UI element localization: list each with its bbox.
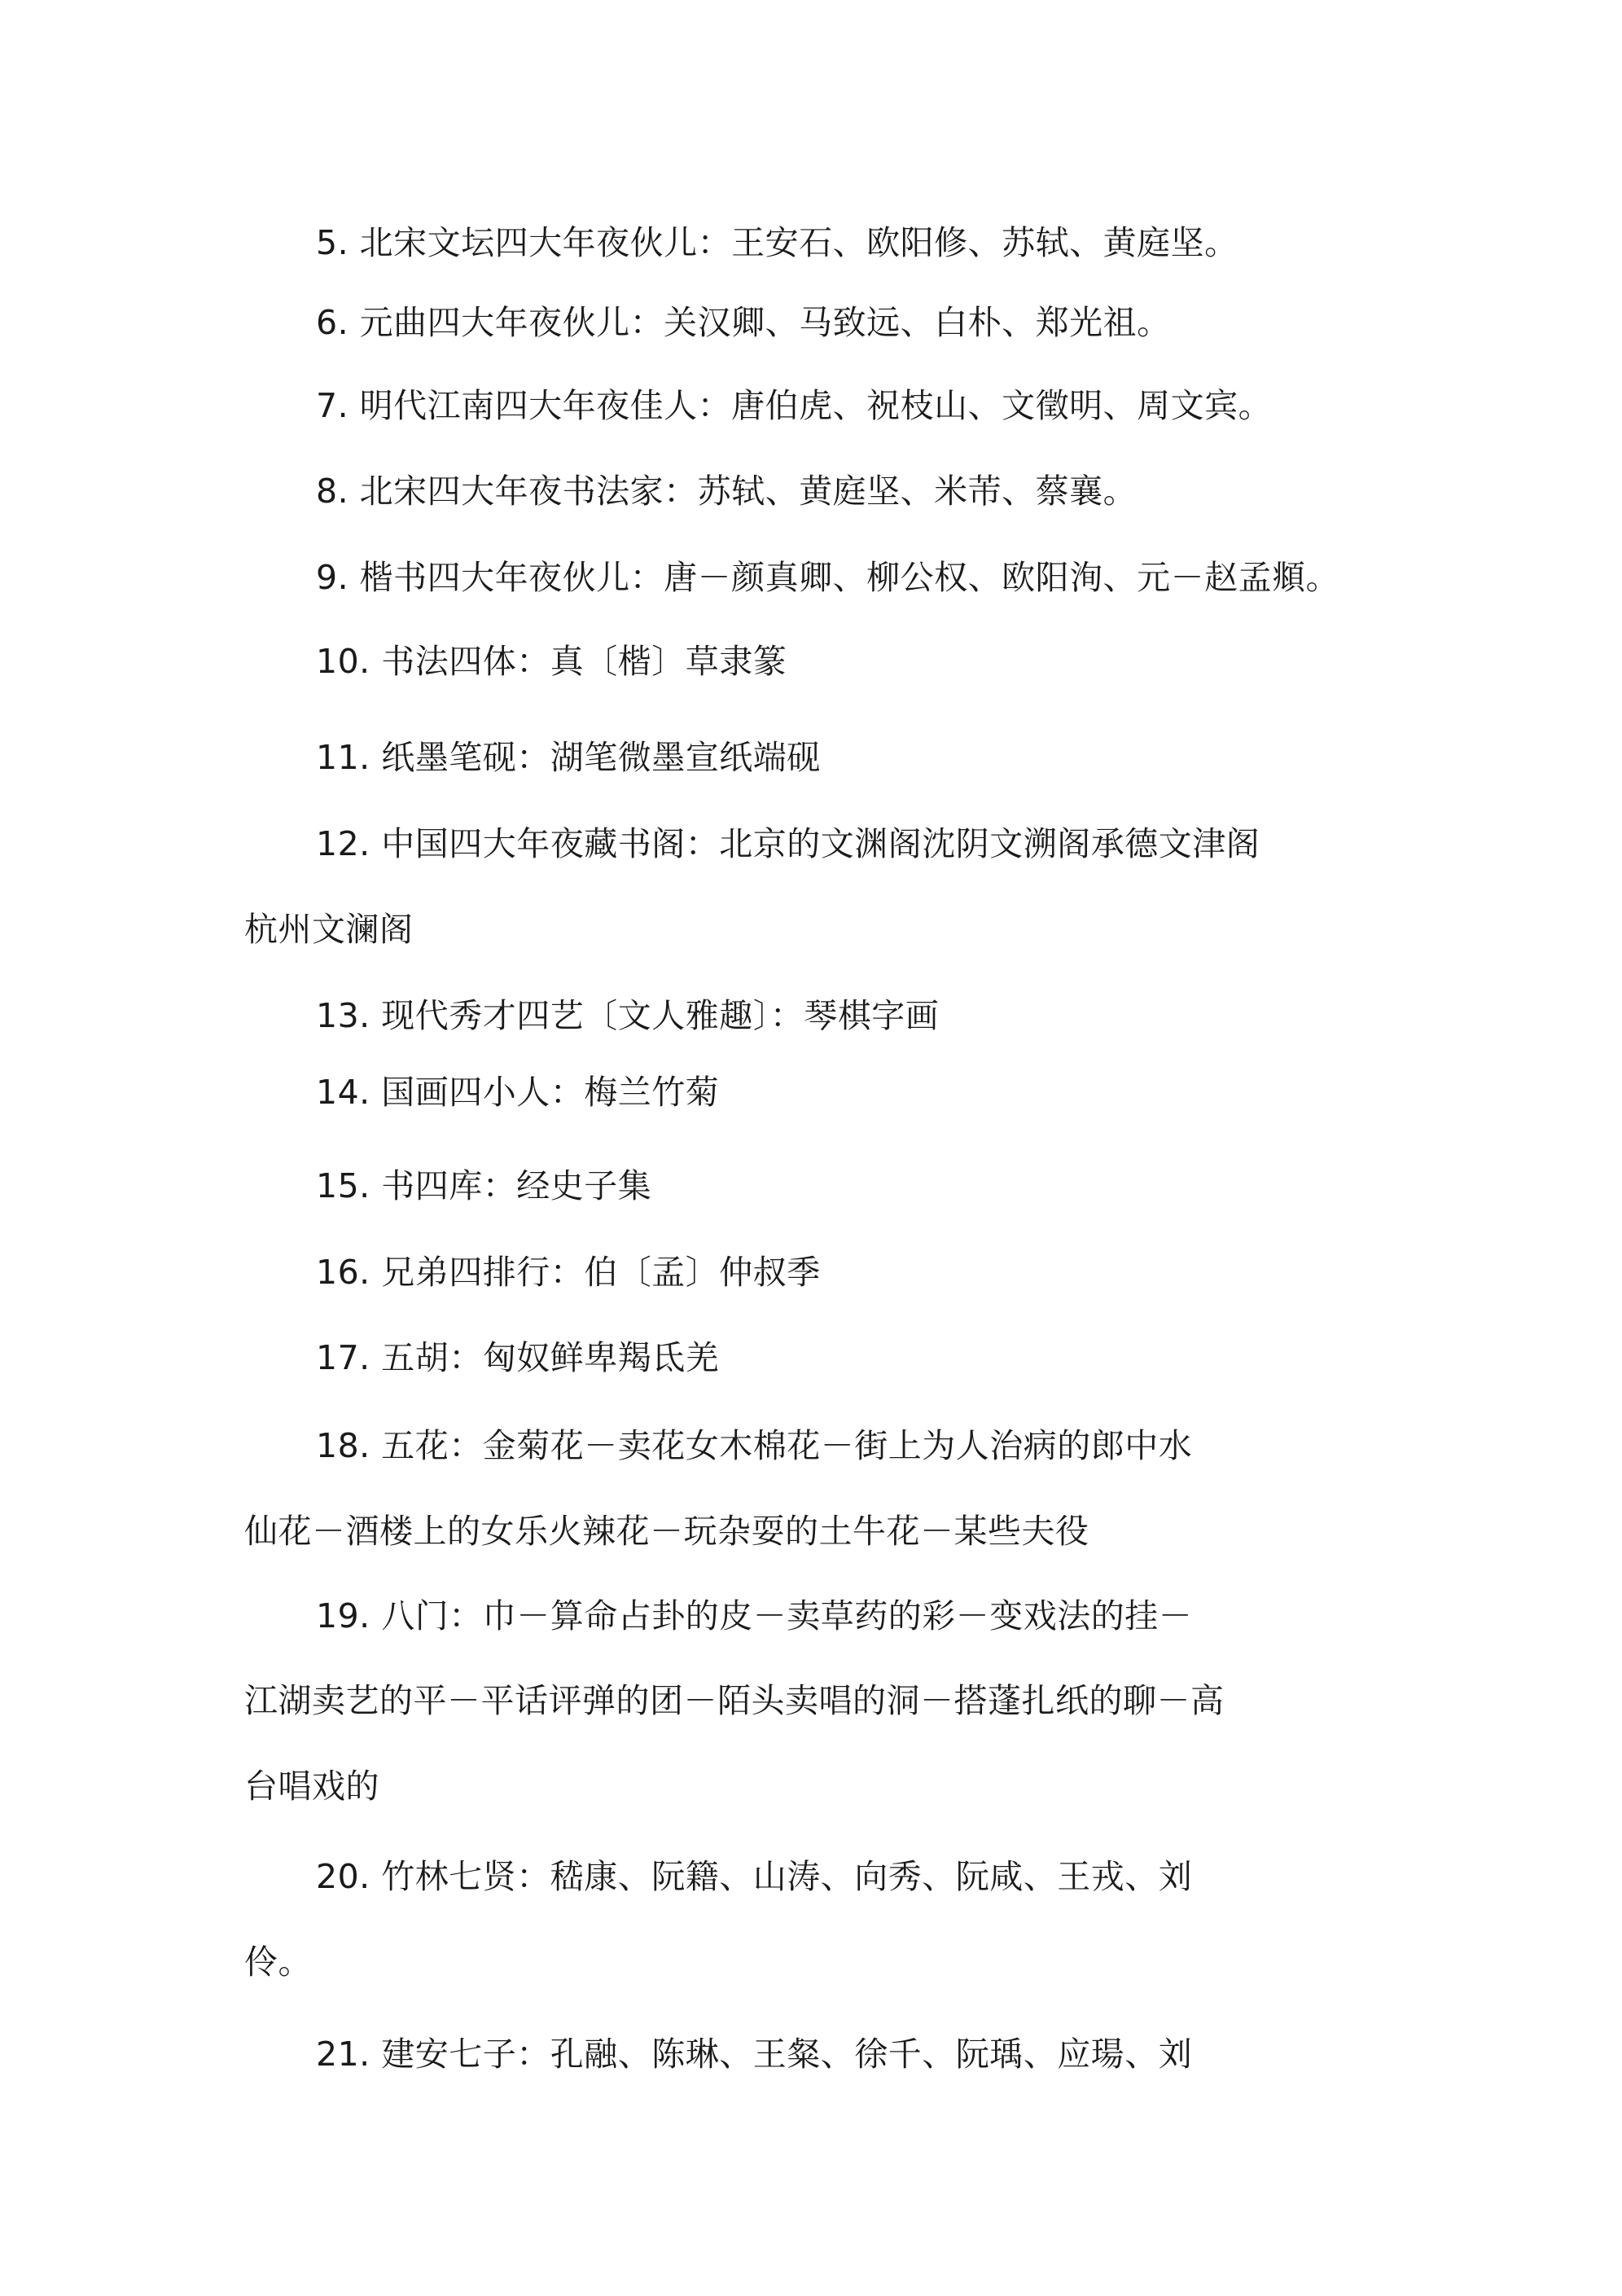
item-number: 7. <box>316 386 349 425</box>
list-item-continuation: 伶。 <box>244 1943 312 1982</box>
item-number: 21. <box>316 2035 370 2074</box>
item-number: 19. <box>316 1596 370 1635</box>
item-number: 8. <box>316 472 349 511</box>
list-item <box>316 735 821 780</box>
item-text: 五花：金菊花－卖花女木棉花－街上为人治病的郎中水 <box>381 1426 1193 1465</box>
item-number: 11. <box>316 738 370 777</box>
list-item <box>316 1069 719 1115</box>
item-text: 五胡：匈奴鲜卑羯氐羌 <box>381 1338 720 1377</box>
item-text: 八门：巾－算命占卦的皮－卖草药的彩－变戏法的挂－ <box>381 1596 1193 1635</box>
list-item <box>316 1423 1192 1468</box>
item-number: 16. <box>316 1253 370 1292</box>
item-text: 中国四大年夜藏书阁：北京的文渊阁沈阴文溯阁承德文津阁 <box>381 824 1260 863</box>
item-number: 12. <box>316 824 370 863</box>
item-text: 明代江南四大年夜佳人：唐伯虎、祝枝山、文徵明、周文宾。 <box>359 386 1273 425</box>
item-text: 建安七子：孔融、陈琳、王粲、徐千、阮瑀、应瑒、刘 <box>381 2035 1193 2074</box>
item-number: 10. <box>316 642 370 681</box>
item-text: 纸墨笔砚：湖笔微墨宣纸端砚 <box>381 738 821 777</box>
item-text: 书法四体：真〔楷〕草隶篆 <box>381 642 787 681</box>
item-number: 5. <box>316 223 349 262</box>
item-text: 元曲四大年夜伙儿：关汉卿、马致远、白朴、郑光祖。 <box>359 303 1171 342</box>
item-number: 15. <box>316 1166 370 1205</box>
item-text: 北宋四大年夜书法家：苏轼、黄庭坚、米芾、蔡襄。 <box>359 472 1138 511</box>
item-number: 9. <box>316 558 349 597</box>
list-item <box>316 220 1238 266</box>
list-item-continuation: 台唱戏的 <box>244 1767 379 1806</box>
list-item <box>316 1593 1192 1639</box>
item-text: 书四库：经史子集 <box>381 1166 652 1205</box>
list-item <box>316 993 939 1038</box>
list-item <box>316 1335 719 1381</box>
list-item-continuation: 江湖卖艺的平－平话评弹的团－陌头卖唱的洞－搭蓬扎纸的聊－高 <box>244 1681 1225 1720</box>
list-item <box>316 1854 1192 1899</box>
item-text: 北宋文坛四大年夜伙儿：王安石、欧阳修、苏轼、黄庭坚。 <box>359 223 1238 262</box>
list-item <box>316 821 1260 867</box>
item-text: 竹林七贤：嵇康、阮籍、山涛、向秀、阮咸、王戎、刘 <box>381 1857 1193 1896</box>
list-item <box>316 639 787 684</box>
item-text: 现代秀才四艺〔文人雅趣〕：琴棋字画 <box>381 996 940 1035</box>
list-item <box>316 2031 1192 2077</box>
item-text: 楷书四大年夜伙儿：唐－颜真卿、柳公权、欧阳洵、元－赵孟頫。 <box>359 558 1340 597</box>
item-number: 17. <box>316 1338 370 1377</box>
item-number: 18. <box>316 1426 370 1465</box>
item-number: 14. <box>316 1073 370 1112</box>
item-text: 兄弟四排行：伯〔孟〕仲叔季 <box>381 1253 821 1292</box>
list-item-continuation: 杭州文澜阁 <box>244 910 414 949</box>
list-item <box>316 383 1272 428</box>
item-text: 国画四小人：梅兰竹菊 <box>381 1073 720 1112</box>
list-item <box>316 300 1171 345</box>
list-item <box>316 1249 821 1295</box>
list-item <box>316 1163 651 1209</box>
list-item <box>316 555 1339 600</box>
list-item-continuation: 仙花－酒楼上的女乐火辣花－玩杂耍的土牛花－某些夫役 <box>244 1512 1089 1551</box>
item-number: 6. <box>316 303 349 342</box>
item-number: 13. <box>316 996 370 1035</box>
item-number: 20. <box>316 1857 370 1896</box>
list-item <box>316 468 1137 514</box>
